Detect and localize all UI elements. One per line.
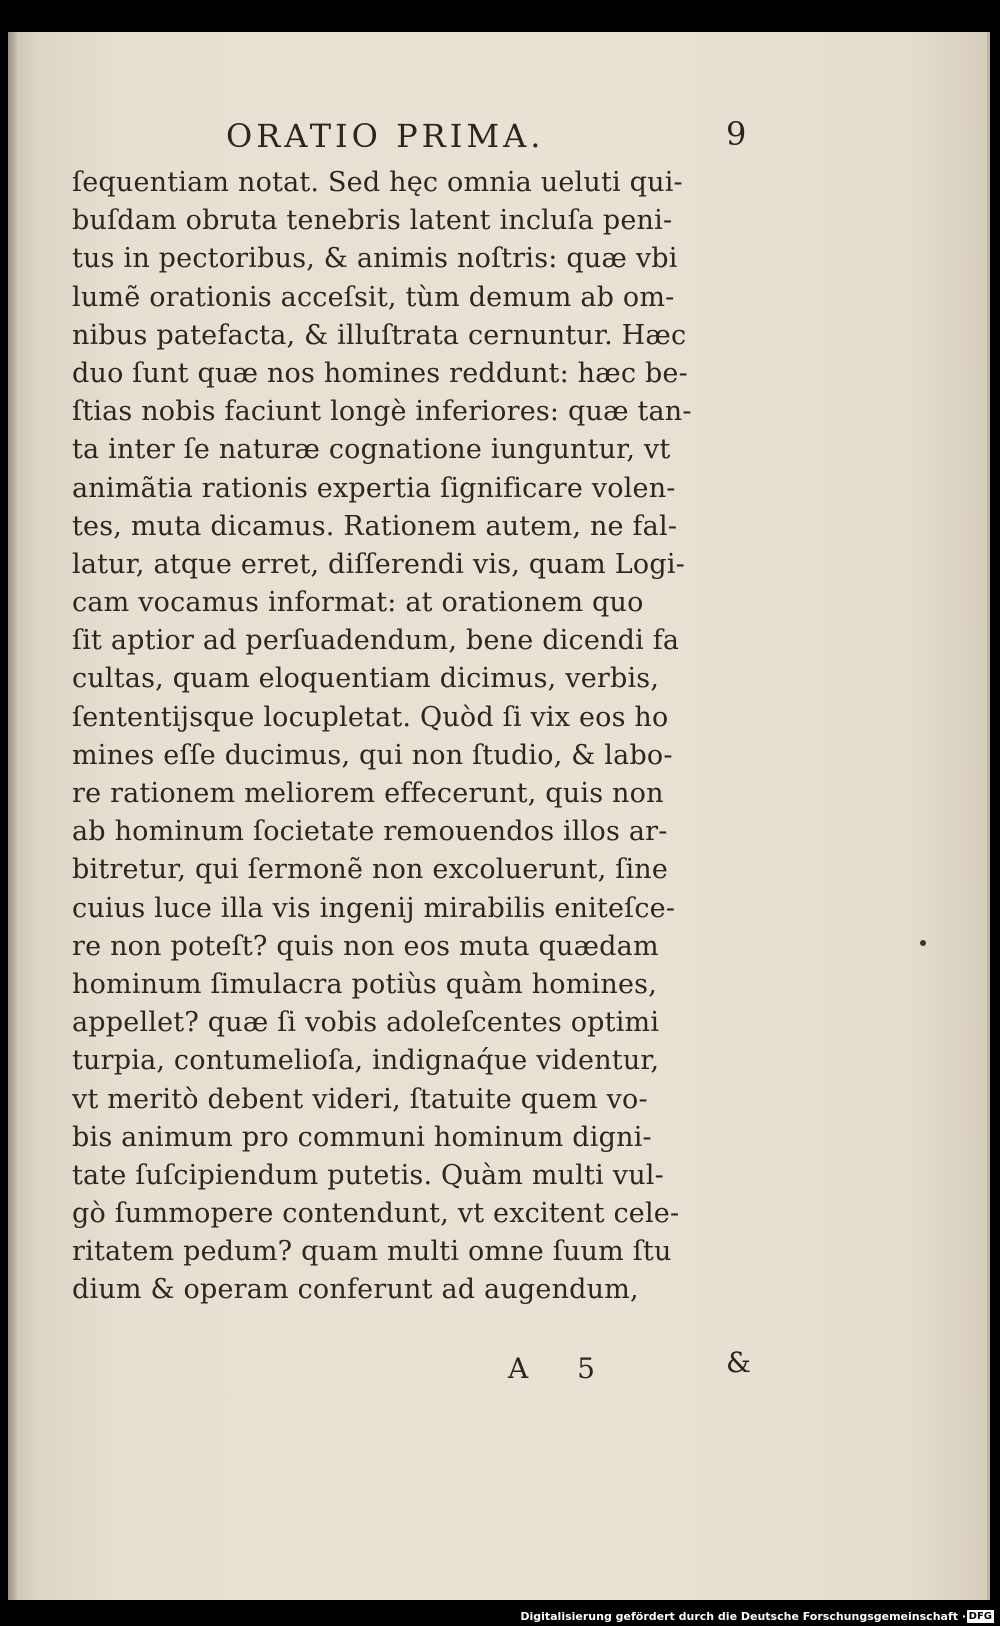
text-line: duo ſunt quæ nos homines reddunt: hæc be- <box>72 357 688 389</box>
text-line: gò ſummopere contendunt, vt excitent cele- <box>72 1198 680 1230</box>
text-line: ſequentiam notat. Sed hęc omnia ueluti qui- <box>72 167 683 198</box>
text-line: bitretur, qui ſermonẽ non excoluerunt, ſine <box>72 854 669 886</box>
text-line: nibus patefacta, & illuſtrata cernuntur. Hæc <box>72 319 687 351</box>
book-page <box>8 32 990 1600</box>
funding-credit: Digitalisierung gefördert durch die Deutsche Forschungsgemeinschaft · <box>520 1610 966 1623</box>
text-line: ſententijsque locupletat. Quòd ſi vix eos ho <box>72 701 669 733</box>
text-line: latur, atque erret, diſſerendi vis, quam Logi- <box>72 548 685 580</box>
footer-bar <box>0 1606 1000 1626</box>
text-line: ta inter ſe naturæ cognatione iunguntur, vt <box>72 434 671 466</box>
text-line: cuius luce illa vis ingenij mirabilis eniteſce- <box>72 892 676 924</box>
text-line: re non poteſt? quis non eos muta quædam <box>72 930 659 962</box>
text-line: tes, muta dicamus. Rationem autem, ne fal- <box>72 510 678 542</box>
text-line: vt meritò debent videri, ſtatuite quem vo- <box>72 1083 648 1115</box>
page-number: 9 <box>726 115 747 153</box>
text-line: ab hominum ſocietate remouendos illos ar- <box>72 816 668 848</box>
text-line: ſtias nobis faciunt longè inferiores: quæ tan- <box>72 396 692 428</box>
text-line: buſdam obruta tenebris latent incluſa peni- <box>72 205 673 237</box>
text-line: animãtia rationis expertia ſignificare volen- <box>72 472 676 504</box>
text-line: re rationem meliorem effecerunt, quis non <box>72 778 664 809</box>
signature-mark: A 5 <box>508 1352 615 1385</box>
text-block <box>72 164 762 1310</box>
running-head: ORATIO PRIMA. <box>226 117 545 155</box>
catchword: & <box>726 1346 751 1379</box>
text-line: tate ſuſcipiendum putetis. Quàm multi vul- <box>72 1159 664 1191</box>
text-line: turpia, contumelioſa, indignaq́ue videntur, <box>72 1045 660 1077</box>
text-line: ſit aptior ad perſuadendum, bene dicendi fa <box>72 625 680 657</box>
text-line: hominum ſimulacra potiùs quàm homines, <box>72 968 658 1000</box>
ink-speck <box>920 940 926 946</box>
dfg-logo: DFG <box>968 1611 992 1622</box>
text-line: lumẽ orationis acceſsit, tùm demum ab om- <box>72 281 675 313</box>
text-line: dium & operam conferunt ad augendum, <box>72 1274 639 1306</box>
text-line: ritatem pedum? quam multi omne ſuum ſtu <box>72 1236 672 1268</box>
text-line: bis animum pro communi hominum digni- <box>72 1121 652 1153</box>
text-line: mines eſſe ducimus, qui non ſtudio, & labo- <box>72 739 673 771</box>
text-line: tus in pectoribus, & animis noſtris: quæ vbi <box>72 243 678 275</box>
text-line: appellet? quæ ſi vobis adoleſcentes optimi <box>72 1007 660 1039</box>
text-line: cam vocamus informat: at orationem quo <box>72 587 644 619</box>
text-line: cultas, quam eloquentiam dicimus, verbis, <box>72 663 660 695</box>
